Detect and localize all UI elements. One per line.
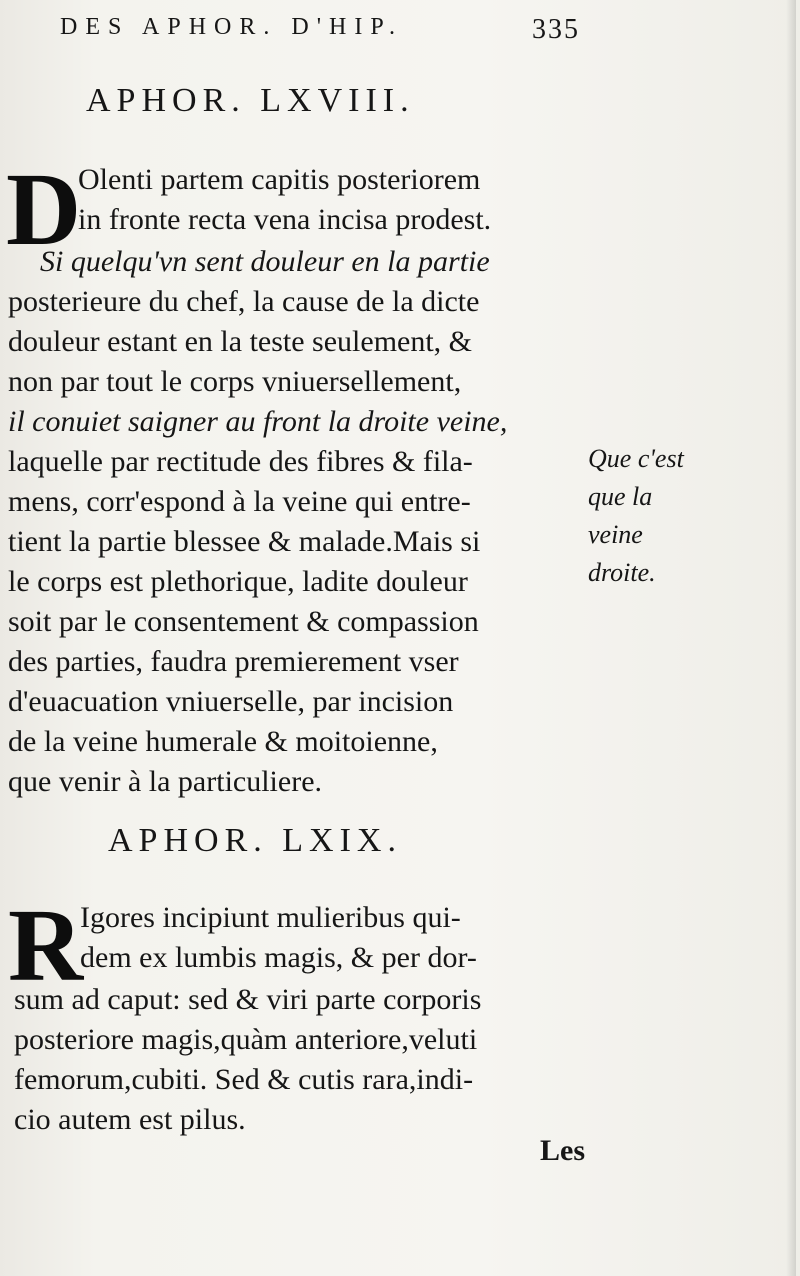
body-line: Olenti partem capitis posteriorem (78, 163, 481, 196)
drop-cap-d: D (6, 152, 82, 267)
page-edge-shadow (786, 0, 796, 1276)
body-line: mens, corr'espond à la veine qui entre- (8, 485, 471, 518)
body-line-italic: il conuiet saigner au front la droite veine, (8, 405, 508, 438)
drop-cap-r: R (8, 888, 84, 1003)
body-line: douleur estant en la teste seulement, & (8, 325, 473, 358)
body-line: in fronte recta vena incisa prodest. (78, 203, 492, 236)
body-line: laquelle par rectitude des fibres & fila- (8, 445, 473, 478)
body-line: cio autem est pilus. (14, 1103, 246, 1136)
body-line: dem ex lumbis magis, & per dor- (80, 941, 477, 974)
margin-note-line: Que c'est (588, 444, 684, 473)
body-line: que venir à la particuliere. (8, 765, 323, 798)
margin-note-line: droite. (588, 558, 656, 587)
body-line: femorum,cubiti. Sed & cutis rara,indi- (14, 1063, 474, 1096)
running-title: DES APHOR. D'HIP. (60, 14, 404, 40)
body-line: de la veine humerale & moitoienne, (8, 725, 438, 758)
body-line: non par tout le corps vniuersellement, (8, 365, 462, 398)
body-line: d'euacuation vniuerselle, par incision (8, 685, 454, 718)
body-line: sum ad caput: sed & viri parte corporis (14, 983, 482, 1016)
body-line: posterieure du chef, la cause de la dicte (8, 285, 480, 318)
margin-note-line: que la (588, 482, 653, 511)
body-line: soit par le consentement & compassion (8, 605, 479, 638)
aphorism-heading-68: APHOR. LXVIII. (86, 82, 415, 119)
page-number: 335 (532, 14, 580, 45)
body-line: tient la partie blessee & malade.Mais si (8, 525, 481, 558)
running-header (60, 14, 580, 50)
margin-note-line: veine (588, 520, 643, 549)
body-line: posteriore magis,quàm anteriore,veluti (14, 1023, 478, 1056)
body-line: le corps est plethorique, ladite douleur (8, 565, 468, 598)
body-line-italic: Si quelqu'vn sent douleur en la partie (40, 245, 490, 278)
body-line: des parties, faudra premierement vser (8, 645, 459, 678)
body-line: Igores incipiunt mulieribus qui- (80, 901, 461, 934)
catchword: Les (540, 1134, 585, 1167)
aphorism-heading-69: APHOR. LXIX. (108, 822, 402, 859)
